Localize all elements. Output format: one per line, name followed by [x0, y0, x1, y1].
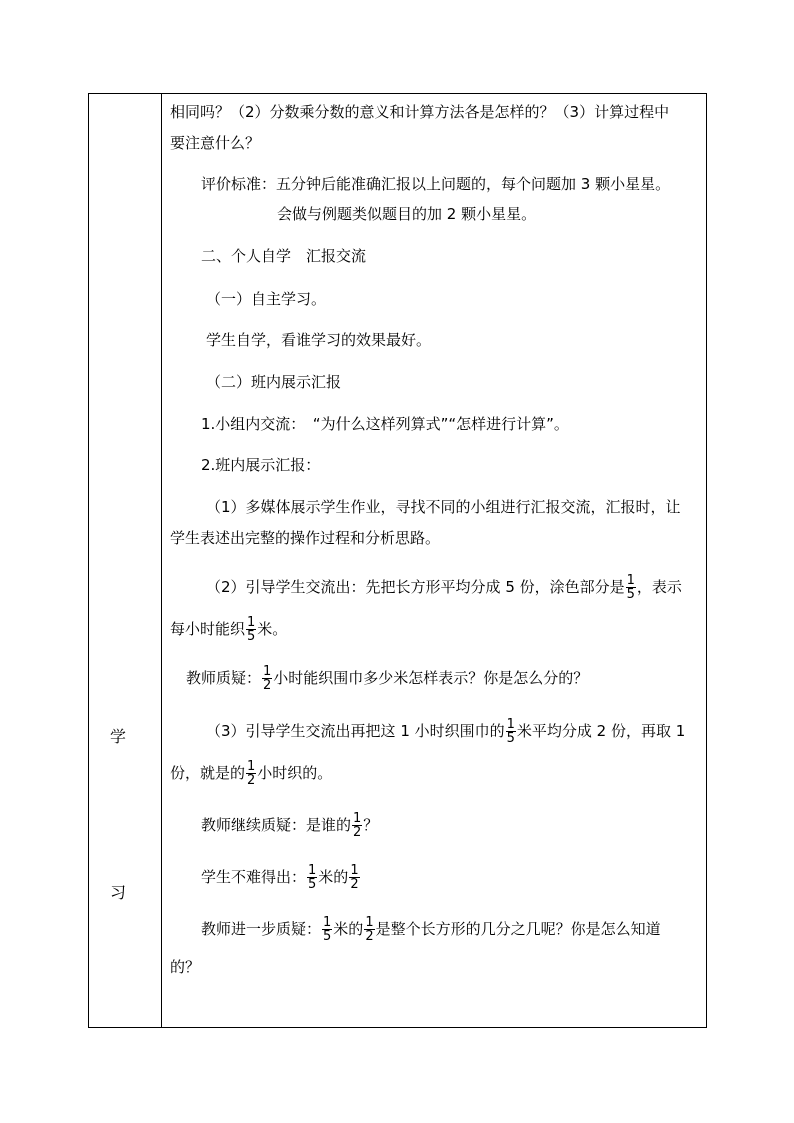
side-label-top: 学 — [109, 727, 126, 746]
guide2-line2 — [170, 616, 287, 643]
teacher-question-3-c: 是整个长方形的几分之几呢？你是怎么知道 — [375, 920, 661, 938]
paragraph-questions-line2: 要注意什么？ — [170, 134, 261, 152]
section-heading-2: 二、个人自学 汇报交流 — [201, 247, 367, 265]
item-group-exchange: 1.小组内交流： “为什么这样列算式”“怎样进行计算”。 — [201, 415, 569, 433]
teacher-question-2 — [201, 812, 378, 839]
teacher-question-1-b: 小时能织围巾多少米怎样表示？你是怎么分的？ — [273, 669, 589, 687]
teacher-question-2-b: ？ — [363, 816, 379, 834]
guide3-text-b: 米平均分成 2 份，再取 1 — [516, 722, 686, 740]
item-class-report: 2.班内展示汇报： — [201, 456, 321, 474]
guide2-line1 — [206, 574, 682, 601]
fraction-one-fifth: $\frac{1}{5}$ — [308, 863, 317, 892]
students-answer — [201, 864, 361, 891]
teacher-question-3-b: 米的 — [333, 920, 364, 938]
guide2-line2-text-a: 每小时能织 — [170, 620, 246, 638]
teacher-question-3-a: 教师进一步质疑： — [201, 920, 322, 938]
lesson-table — [88, 93, 707, 1028]
fraction-one-half: $\frac{1}{2}$ — [247, 759, 256, 788]
subheading-self-study: （一）自主学习。 — [206, 290, 327, 308]
guide3-line2 — [170, 760, 332, 787]
guide2-text-b: ，表示 — [636, 578, 682, 596]
guide2-line2-text-b: 米。 — [257, 620, 288, 638]
fraction-one-half: $\frac{1}{2}$ — [353, 811, 362, 840]
fraction-one-fifth: $\frac{1}{5}$ — [626, 573, 635, 602]
fraction-one-half: $\frac{1}{2}$ — [263, 664, 272, 693]
fraction-one-fifth: $\frac{1}{5}$ — [247, 615, 256, 644]
teacher-question-2-a: 教师继续质疑：是谁的 — [201, 816, 352, 834]
students-answer-b: 米的 — [318, 868, 349, 886]
side-label-bottom: 习 — [109, 883, 126, 902]
fraction-one-fifth: $\frac{1}{5}$ — [506, 717, 515, 746]
column-divider — [161, 93, 162, 1028]
teacher-question-3-line1 — [201, 916, 661, 943]
subheading-class-report: （二）班内展示汇报 — [206, 373, 342, 391]
self-study-text: 学生自学，看谁学习的效果最好。 — [206, 331, 432, 349]
guide3-line2-text-a: 份，就是的 — [170, 764, 246, 782]
students-answer-a: 学生不难得出： — [201, 868, 307, 886]
fraction-one-half: $\frac{1}{2}$ — [350, 863, 359, 892]
guide3-line2-text-b: 小时织的。 — [257, 764, 333, 782]
paragraph-questions-line1: 相同吗？（2）分数乘分数的意义和计算方法各是怎样的？（3）计算过程中 — [170, 103, 670, 121]
teacher-question-1 — [186, 665, 588, 692]
teacher-question-1-a: 教师质疑： — [186, 669, 262, 687]
fraction-one-fifth: $\frac{1}{5}$ — [323, 915, 332, 944]
teacher-question-3-line2: 的？ — [170, 958, 201, 976]
media-paragraph-line2: 学生表述出完整的操作过程和分析思路。 — [170, 529, 441, 547]
fraction-one-half: $\frac{1}{2}$ — [365, 915, 374, 944]
guide3-text-a: （3）引导学生交流出再把这 1 小时织围巾的 — [206, 722, 505, 740]
criteria-line2: 会做与例题类似题目的加 2 颗小星星。 — [277, 205, 537, 223]
criteria-line1: 评价标准：五分钟后能准确汇报以上问题的，每个问题加 3 颗小星星。 — [201, 175, 671, 193]
guide2-text-a: （2）引导学生交流出：先把长方形平均分成 5 份，涂色部分是 — [206, 578, 625, 596]
media-paragraph-line1: （1）多媒体展示学生作业，寻找不同的小组进行汇报交流，汇报时，让 — [206, 498, 681, 516]
guide3-line1 — [206, 718, 685, 745]
